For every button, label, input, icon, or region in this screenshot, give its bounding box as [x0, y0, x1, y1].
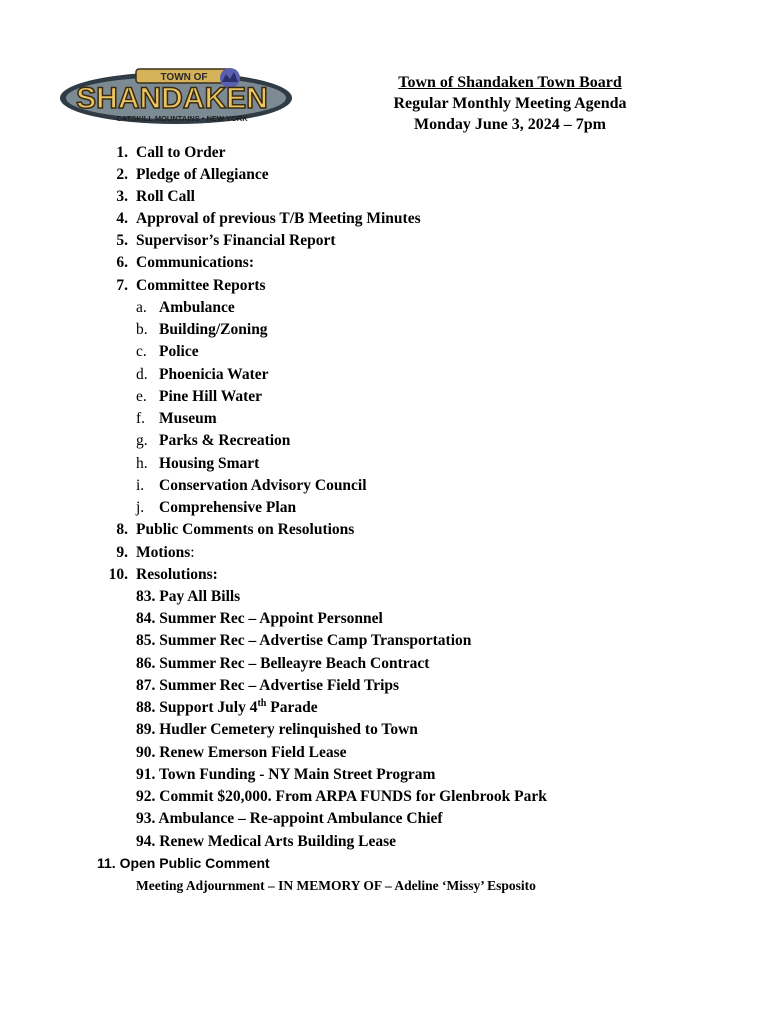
resolution-tail: Parade [266, 699, 318, 716]
town-logo [58, 66, 294, 126]
resolution-item: 86. Summer Rec – Belleayre Beach Contract [136, 655, 430, 672]
committee-text: Comprehensive Plan [159, 499, 297, 516]
committee-letter: j. [136, 499, 145, 516]
item-text-wrap [136, 544, 195, 562]
ordinal-suffix: th [257, 697, 267, 709]
committee-text: Police [159, 343, 199, 360]
agenda-header [360, 72, 660, 135]
item-number: 10. [108, 566, 128, 583]
board-title: Town of Shandaken Town Board [398, 74, 622, 91]
committee-letter: i. [136, 477, 145, 494]
committee-letter: a. [136, 299, 147, 316]
committee-text: Conservation Advisory Council [159, 477, 367, 494]
meeting-adjournment: Meeting Adjournment – IN MEMORY OF – Adeline ‘Missy’ Esposito [136, 878, 536, 893]
resolution-item: 92. Commit $20,000. From ARPA FUNDS for Glenbrook Park [136, 788, 547, 805]
committee-letter: h. [136, 455, 148, 472]
committee-letter: c. [136, 343, 147, 360]
item-number: 1. [116, 144, 128, 161]
item-text: Pledge of Allegiance [136, 166, 269, 183]
item-number: 4. [116, 210, 128, 227]
open-public-comment: 11. Open Public Comment [97, 855, 270, 871]
item-text: Roll Call [136, 188, 195, 205]
item-number: 9. [116, 544, 128, 561]
resolution-item: 84. Summer Rec – Appoint Personnel [136, 610, 383, 627]
committee-text: Housing Smart [159, 455, 260, 472]
item-suffix: : [190, 544, 195, 561]
committee-letter: g. [136, 432, 148, 449]
item-number: 6. [116, 254, 128, 271]
resolution-item: 90. Renew Emerson Field Lease [136, 744, 347, 761]
resolution-item: 85. Summer Rec – Advertise Camp Transportation [136, 632, 472, 649]
resolution-item [136, 699, 318, 717]
item-text: Approval of previous T/B Meeting Minutes [136, 210, 421, 227]
item-text: Call to Order [136, 144, 226, 161]
committee-text: Ambulance [159, 299, 235, 316]
item-text: Supervisor’s Financial Report [136, 232, 336, 249]
item-number: 7. [116, 277, 128, 294]
resolution-item: 87. Summer Rec – Advertise Field Trips [136, 677, 400, 694]
resolution-item: 91. Town Funding - NY Main Street Program [136, 766, 436, 783]
item-number: 2. [116, 166, 128, 183]
committee-letter: f. [136, 410, 146, 427]
item-text: Communications: [136, 254, 254, 271]
item-number: 3. [116, 188, 128, 205]
agenda-subtitle: Regular Monthly Meeting Agenda [393, 95, 627, 112]
logo-main-text: SHANDAKEN [76, 82, 268, 115]
item-text: Resolutions: [136, 566, 218, 583]
committee-text: Museum [159, 410, 217, 427]
committee-letter: b. [136, 321, 148, 338]
resolution-text: 88. Support July 4 [136, 699, 258, 716]
committee-letter: e. [136, 388, 147, 405]
committee-text: Phoenicia Water [159, 366, 269, 383]
resolution-item: 83. Pay All Bills [136, 588, 241, 605]
item-text: Motions [136, 544, 191, 561]
committee-text: Pine Hill Water [159, 388, 263, 405]
resolution-item: 93. Ambulance – Re-appoint Ambulance Chief [136, 810, 443, 827]
item-text: Public Comments on Resolutions [136, 521, 355, 538]
resolution-item: 89. Hudler Cemetery relinquished to Town [136, 721, 418, 738]
logo-top-text: TOWN OF [160, 72, 208, 83]
committee-text: Parks & Recreation [159, 432, 291, 449]
meeting-date: Monday June 3, 2024 – 7pm [413, 116, 607, 133]
item-number: 5. [116, 232, 128, 249]
logo-bottom-text: CATSKILL MOUNTAINS • NEW YORK [116, 114, 248, 123]
committee-text: Building/Zoning [159, 321, 268, 338]
committee-letter: d. [136, 366, 148, 383]
item-text: Committee Reports [136, 277, 266, 294]
resolution-item: 94. Renew Medical Arts Building Lease [136, 833, 397, 850]
item-number: 8. [116, 521, 128, 538]
